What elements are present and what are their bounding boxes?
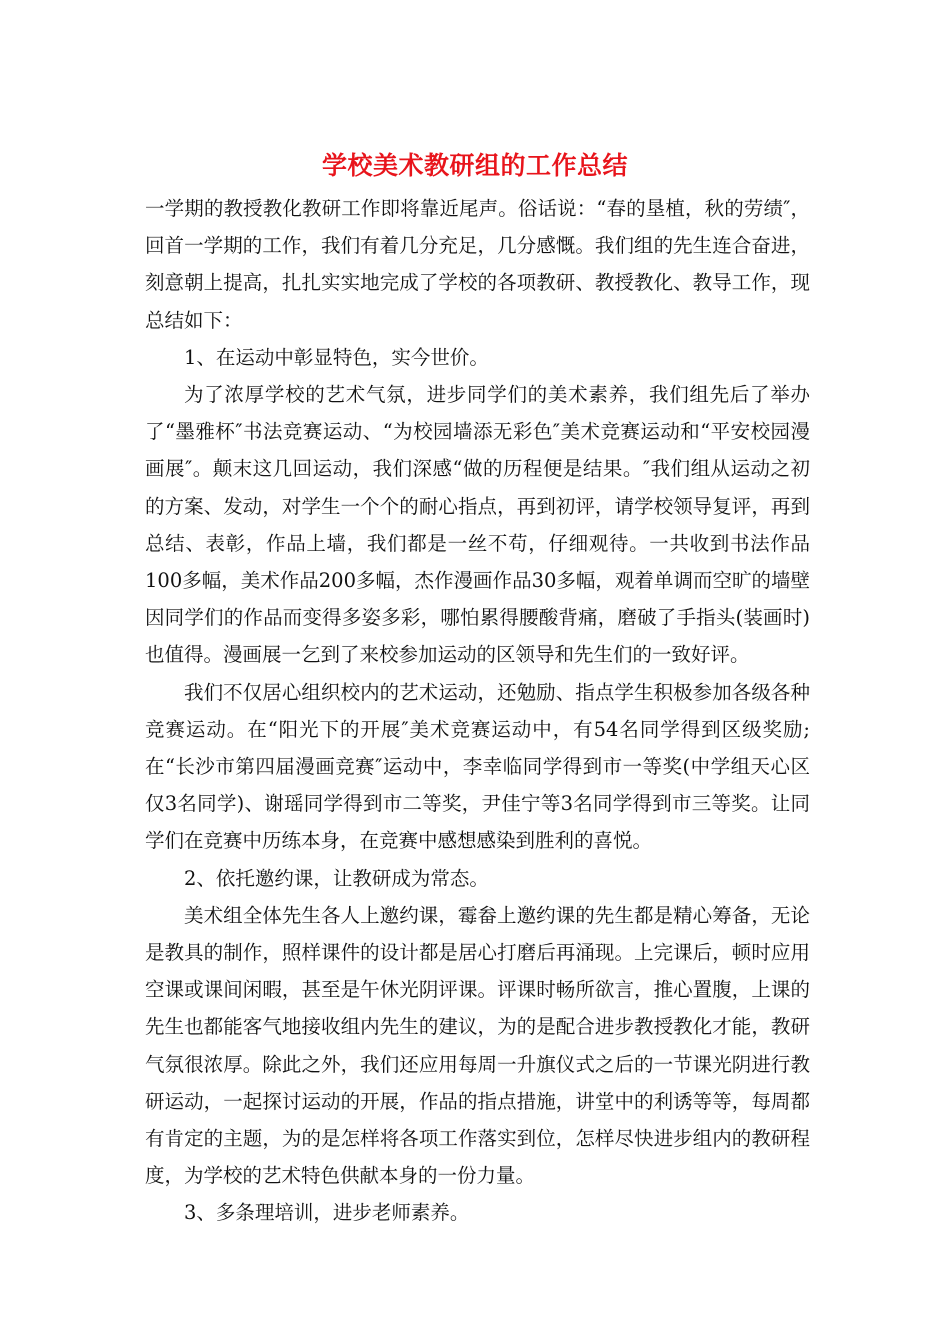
section-heading-1: 1、在运动中彰显特色，实今世价。 bbox=[184, 345, 489, 369]
paragraph-competitions: 我们不仅居心组织校内的艺术运动，还勉励、指点学生积极参加各级各种竞赛运动。在“阳光下的开展″美术竞赛运动中，有54名同学得到区级奖励;在“长沙市第四届漫画竞赛″运动中，李幸临同学得到市一等奖(中学组天心区仅3名同学)、谢瑶同学得到市二等奖，尹佳宁等3名同学得到市三等奖。让同学们在竞赛中历练本身，在竞赛中感想感染到胜利的喜悦。 bbox=[145, 680, 810, 853]
paragraph-intro: 一学期的教授教化教研工作即将靠近尾声。俗话说：“春的垦植，秋的劳绩″，回首一学期的工作，我们有着几分充足，几分感慨。我们组的先生连合奋进，刻意朝上提高，扎扎实实地完成了学校的各项教研、教授教化、教导工作，现总结如下： bbox=[145, 197, 810, 332]
section-heading-3: 3、多条理培训，进步老师素养。 bbox=[184, 1201, 470, 1225]
document-title: 学校美术教研组的工作总结 bbox=[321, 151, 628, 180]
paragraph-activities: 为了浓厚学校的艺术气氛，进步同学们的美术素养，我们组先后了举办了“墨雅杯″书法竞赛运动、“为校园墙添无彩色″美术竞赛运动和“平安校园漫画展″。颠末这几回运动，我们深感“做的历程便是结果。″我们组从运动之初的方案、发动，对学生一个个的耐心指点，再到初评，请学校领导复评，再到总结、表彰，作品上墙，我们都是一丝不苟，仔细观待。一共收到书法作品100多幅，美术作品200多幅，杰作漫画作品30多幅，观着单调而空旷的墙壁因同学们的作品而变得多姿多彩，哪怕累得腰酸背痛，磨破了手指头(装画时)也值得。漫画展一乞到了来校参加运动的区领导和先生们的一致好评。 bbox=[145, 383, 810, 667]
section-heading-2: 2、依托邀约课，让教研成为常态。 bbox=[184, 866, 489, 890]
paragraph-teaching-research: 美术组全体先生各人上邀约课，霉畚上邀约课的先生都是精心筹备，无论是教具的制作，照样课件的设计都是居心打磨后再涌现。上完课后，顿时应用空课或课间闲暇，甚至是午休光阴评课。评课时畅所欲言，推心置腹，上课的先生也都能客气地接收组内先生的建议，为的是配合进步教授教化才能，教研气氛很浓厚。除此之外，我们还应用每周一升旗仪式之后的一节课光阴进行教研运动，一起探讨运动的开展，作品的指点措施，讲堂中的利诱等等，每周都有肯定的主题，为的是怎样将各项工作落实到位，怎样尽快进步组内的教研程度，为学校的艺术特色供献本身的一份力量。 bbox=[145, 903, 810, 1188]
document-body bbox=[145, 190, 810, 1232]
